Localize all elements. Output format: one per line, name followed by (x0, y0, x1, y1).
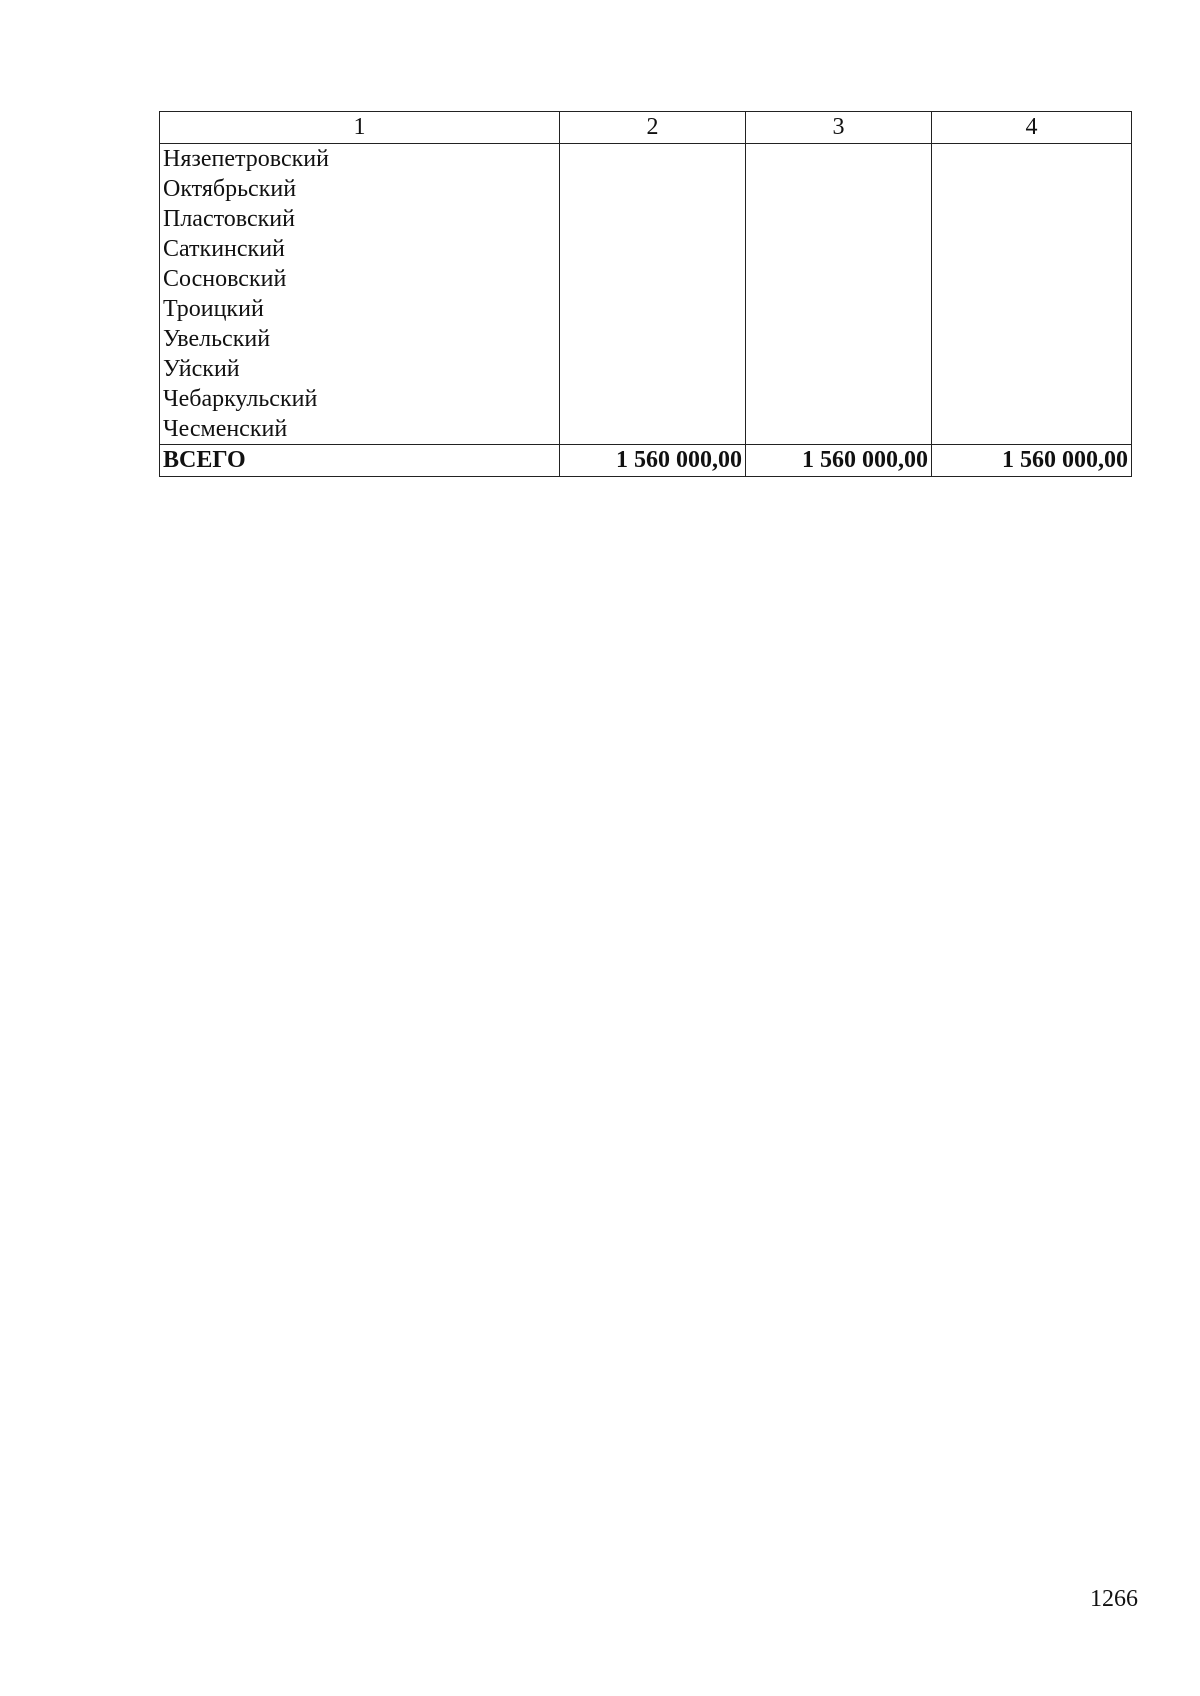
table-row (160, 384, 1132, 414)
value-cell (932, 264, 1132, 294)
table-row (160, 144, 1132, 175)
district-name: Увельский (160, 324, 560, 354)
value-cell (746, 204, 932, 234)
district-name: Нязепетровский (160, 144, 560, 175)
district-name: Троицкий (160, 294, 560, 324)
value-cell (560, 144, 746, 175)
value-cell (560, 354, 746, 384)
district-name: Чесменский (160, 414, 560, 445)
column-header: 3 (746, 112, 932, 144)
value-cell (560, 264, 746, 294)
district-name: Пластовский (160, 204, 560, 234)
table-row (160, 354, 1132, 384)
table-row (160, 204, 1132, 234)
value-cell (746, 264, 932, 294)
value-cell (932, 414, 1132, 445)
value-cell (560, 294, 746, 324)
table-row (160, 264, 1132, 294)
value-cell (746, 324, 932, 354)
value-cell (746, 294, 932, 324)
total-value: 1 560 000,00 (560, 445, 746, 477)
table-header-row (160, 112, 1132, 144)
value-cell (560, 384, 746, 414)
value-cell (746, 174, 932, 204)
column-header: 4 (932, 112, 1132, 144)
total-value: 1 560 000,00 (746, 445, 932, 477)
page-number: 1266 (1090, 1586, 1138, 1612)
table-row (160, 294, 1132, 324)
column-header: 1 (160, 112, 560, 144)
district-name: Чебаркульский (160, 384, 560, 414)
value-cell (746, 144, 932, 175)
value-cell (746, 234, 932, 264)
table-row (160, 234, 1132, 264)
total-value: 1 560 000,00 (932, 445, 1132, 477)
value-cell (932, 144, 1132, 175)
value-cell (560, 324, 746, 354)
district-name: Октябрьский (160, 174, 560, 204)
table-row (160, 174, 1132, 204)
value-cell (932, 294, 1132, 324)
value-cell (932, 204, 1132, 234)
value-cell (932, 174, 1132, 204)
table-row (160, 414, 1132, 445)
value-cell (560, 234, 746, 264)
value-cell (746, 414, 932, 445)
value-cell (560, 414, 746, 445)
allocation-table (159, 111, 1132, 477)
table-row (160, 324, 1132, 354)
value-cell (932, 384, 1132, 414)
district-name: Уйский (160, 354, 560, 384)
district-name: Сосновский (160, 264, 560, 294)
value-cell (560, 204, 746, 234)
value-cell (746, 384, 932, 414)
value-cell (932, 234, 1132, 264)
value-cell (560, 174, 746, 204)
total-row (160, 445, 1132, 477)
value-cell (932, 324, 1132, 354)
district-name: Саткинский (160, 234, 560, 264)
value-cell (746, 354, 932, 384)
column-header: 2 (560, 112, 746, 144)
value-cell (932, 354, 1132, 384)
total-label: ВСЕГО (160, 445, 560, 477)
